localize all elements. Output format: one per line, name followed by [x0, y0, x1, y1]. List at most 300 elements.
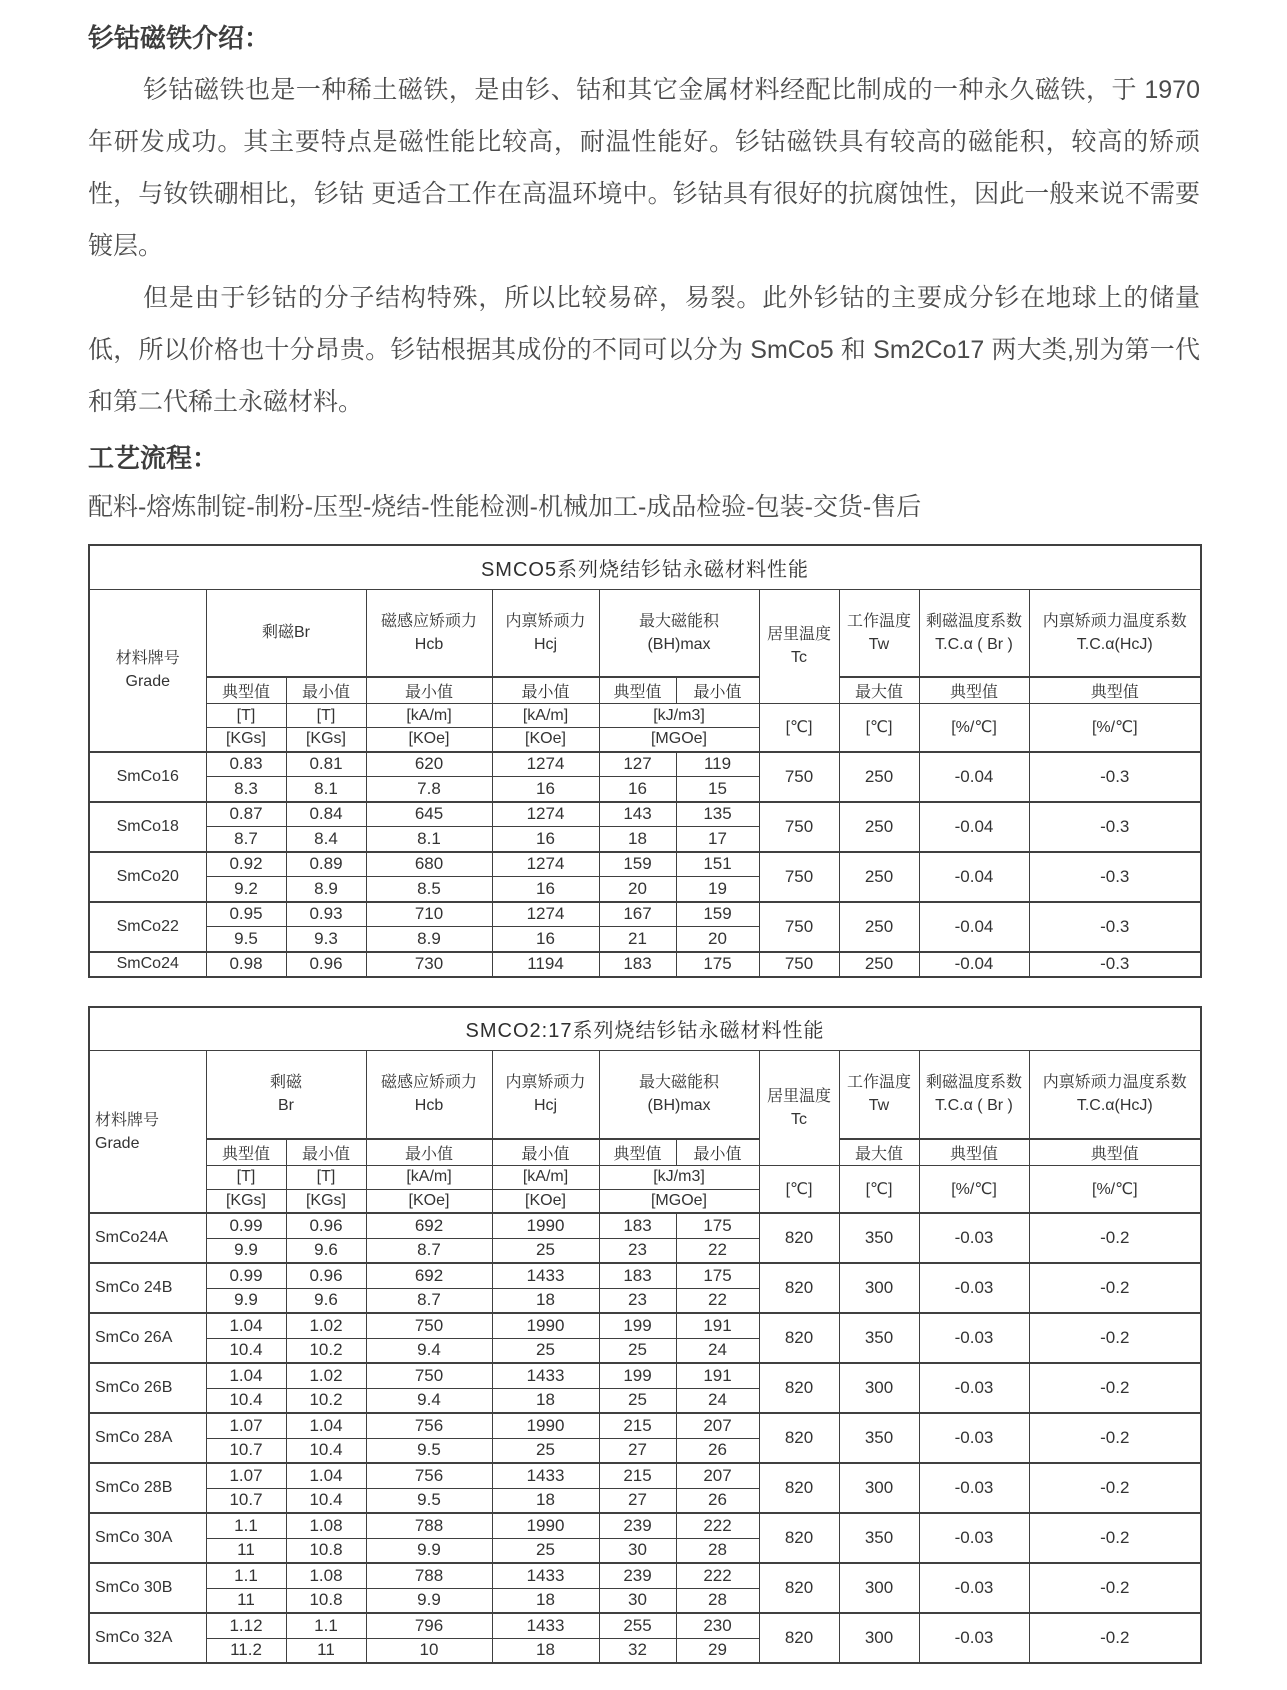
- intro-paragraph-1: 钐钴磁铁也是一种稀土磁铁，是由钐、钴和其它金属材料经配比制成的一种永久磁铁，于 1970 年研发成功。其主要特点是磁性能比较高，耐温性能好。钐钴磁铁具有较高的磁能积，较高的矫顽性，与钕铁硼相比，钐钴 更适合工作在高温环境中。钐钴具有很好的抗腐蚀性，因此一般来说不需要镀层。: [88, 76, 1200, 260]
- value-cell: 9.9: [366, 1538, 492, 1563]
- value-cell: 0.96: [286, 1263, 366, 1288]
- value-cell: 151: [676, 852, 759, 877]
- unit-cell: [%/℃]: [919, 704, 1029, 752]
- merged-value-cell: 350: [839, 1213, 919, 1263]
- value-cell: 215: [599, 1413, 676, 1438]
- merged-value-cell: -0.03: [919, 1463, 1029, 1513]
- col-header-tca-br: [919, 589, 1029, 677]
- value-cell: 1274: [492, 902, 599, 927]
- value-cell: 11: [286, 1638, 366, 1663]
- grade-cell: SmCo18: [89, 802, 206, 852]
- sub-header: 典型值: [206, 677, 286, 704]
- value-cell: 23: [599, 1238, 676, 1263]
- sub-header: 最小值: [492, 677, 599, 704]
- value-cell: 1.02: [286, 1313, 366, 1338]
- value-cell: 680: [366, 852, 492, 877]
- value-cell: 10.2: [286, 1338, 366, 1363]
- col-header-tca-hcj: [1029, 589, 1201, 677]
- value-cell: 175: [676, 952, 759, 977]
- header-row-main: [89, 1051, 1201, 1139]
- value-cell: 199: [599, 1313, 676, 1338]
- unit-cell: [MGOe]: [599, 1189, 759, 1213]
- unit-cell: [KOe]: [492, 728, 599, 752]
- sub-header: 最小值: [676, 677, 759, 704]
- value-cell: 10.2: [286, 1388, 366, 1413]
- value-cell: 9.5: [206, 927, 286, 952]
- merged-value-cell: -0.04: [919, 752, 1029, 802]
- value-cell: 8.4: [286, 827, 366, 852]
- merged-value-cell: 250: [839, 752, 919, 802]
- unit-cell: [KOe]: [366, 1189, 492, 1213]
- value-cell: 183: [599, 1213, 676, 1238]
- value-cell: 710: [366, 902, 492, 927]
- sub-header: 最大值: [839, 1139, 919, 1166]
- grade-label-en: Grade: [125, 673, 170, 690]
- unit-cell: [MGOe]: [599, 728, 759, 752]
- value-cell: 1274: [492, 852, 599, 877]
- value-cell: 692: [366, 1263, 492, 1288]
- tc-label-cn: 居里温度: [766, 626, 831, 644]
- merged-value-cell: 750: [759, 852, 839, 902]
- grade-row-si: [89, 1413, 1201, 1438]
- tchcj-label-cn: 内禀矫顽力温度系数: [1042, 1074, 1187, 1092]
- unit-cell: [KGs]: [286, 1189, 366, 1213]
- merged-value-cell: 820: [759, 1613, 839, 1663]
- value-cell: 8.3: [206, 777, 286, 802]
- value-cell: 30: [599, 1538, 676, 1563]
- value-cell: 183: [599, 1263, 676, 1288]
- grade-cell: SmCo24A: [89, 1213, 206, 1263]
- merged-value-cell: -0.04: [919, 952, 1029, 977]
- merged-value-cell: 820: [759, 1563, 839, 1613]
- header-row-sub: [89, 1139, 1201, 1166]
- merged-value-cell: 300: [839, 1363, 919, 1413]
- process-heading: 工艺流程：: [88, 443, 219, 473]
- value-cell: 16: [492, 927, 599, 952]
- merged-value-cell: -0.03: [919, 1563, 1029, 1613]
- value-cell: 22: [676, 1238, 759, 1263]
- value-cell: 20: [599, 877, 676, 902]
- grade-row-si: [89, 1363, 1201, 1388]
- sub-header: 最小值: [492, 1139, 599, 1166]
- value-cell: 239: [599, 1513, 676, 1538]
- value-cell: 255: [599, 1613, 676, 1638]
- value-cell: 8.9: [286, 877, 366, 902]
- bh-label-cn: 最大磁能积: [638, 612, 719, 630]
- header-row-main: [89, 589, 1201, 677]
- value-cell: 159: [599, 852, 676, 877]
- value-cell: 9.5: [366, 1438, 492, 1463]
- sub-header: 最大值: [839, 677, 919, 704]
- value-cell: 175: [676, 1213, 759, 1238]
- value-cell: 18: [492, 1638, 599, 1663]
- value-cell: 11.2: [206, 1638, 286, 1663]
- merged-value-cell: -0.3: [1029, 952, 1201, 977]
- br-label-en: Br: [278, 1097, 294, 1115]
- tw-label-en: Tw: [868, 1097, 890, 1115]
- unit-cell: [KGs]: [286, 728, 366, 752]
- value-cell: 0.93: [286, 902, 366, 927]
- sub-header: 典型值: [206, 1139, 286, 1166]
- value-cell: 143: [599, 802, 676, 827]
- merged-value-cell: -0.3: [1029, 752, 1201, 802]
- value-cell: 10.4: [286, 1438, 366, 1463]
- value-cell: 28: [676, 1588, 759, 1613]
- tw-label-en: Tw: [868, 635, 890, 653]
- grade-cell: SmCo24: [89, 952, 206, 977]
- grade-cell: SmCo 24B: [89, 1263, 206, 1313]
- merged-value-cell: -0.3: [1029, 852, 1201, 902]
- value-cell: 0.99: [206, 1213, 286, 1238]
- sub-header: 最小值: [676, 1139, 759, 1166]
- grade-cell: SmCo 26A: [89, 1313, 206, 1363]
- value-cell: 19: [676, 877, 759, 902]
- bh-label-en: (BH)max: [647, 635, 711, 653]
- value-cell: 9.4: [366, 1388, 492, 1413]
- value-cell: 10: [366, 1638, 492, 1663]
- tca-label-en: T.C.α ( Br ): [935, 1097, 1013, 1115]
- value-cell: 16: [492, 877, 599, 902]
- value-cell: 30: [599, 1588, 676, 1613]
- value-cell: 1.1: [286, 1613, 366, 1638]
- unit-cell: [kA/m]: [492, 704, 599, 728]
- value-cell: 1274: [492, 752, 599, 777]
- merged-value-cell: -0.2: [1029, 1463, 1201, 1513]
- hcb-label-en: Hcb: [414, 1097, 444, 1115]
- merged-value-cell: 350: [839, 1313, 919, 1363]
- table-title: SMCO2:17系列烧结钐钴永磁材料性能: [89, 1007, 1201, 1051]
- value-cell: 788: [366, 1563, 492, 1588]
- unit-cell: [kA/m]: [366, 704, 492, 728]
- merged-value-cell: 820: [759, 1313, 839, 1363]
- value-cell: 22: [676, 1288, 759, 1313]
- value-cell: 18: [599, 827, 676, 852]
- value-cell: 1274: [492, 802, 599, 827]
- merged-value-cell: 350: [839, 1413, 919, 1463]
- value-cell: 1.04: [286, 1413, 366, 1438]
- value-cell: 9.9: [206, 1288, 286, 1313]
- merged-value-cell: -0.2: [1029, 1513, 1201, 1563]
- grade-row-si: [89, 802, 1201, 827]
- col-header-tw: [839, 589, 919, 677]
- value-cell: 1.12: [206, 1613, 286, 1638]
- value-cell: 28: [676, 1538, 759, 1563]
- sub-header: 典型值: [599, 677, 676, 704]
- merged-value-cell: -0.3: [1029, 802, 1201, 852]
- grade-row-si: [89, 1463, 1201, 1488]
- value-cell: 9.4: [366, 1338, 492, 1363]
- unit-cell: [kA/m]: [366, 1165, 492, 1189]
- value-cell: 1.08: [286, 1563, 366, 1588]
- merged-value-cell: 250: [839, 952, 919, 977]
- value-cell: 9.3: [286, 927, 366, 952]
- value-cell: 222: [676, 1513, 759, 1538]
- intro-heading: 钐钴磁铁介绍：: [88, 23, 271, 53]
- value-cell: 10.7: [206, 1488, 286, 1513]
- grade-row-si: [89, 952, 1201, 977]
- col-header-hcb: [366, 589, 492, 677]
- merged-value-cell: -0.2: [1029, 1213, 1201, 1263]
- value-cell: 0.99: [206, 1263, 286, 1288]
- value-cell: 25: [599, 1338, 676, 1363]
- value-cell: 1194: [492, 952, 599, 977]
- value-cell: 230: [676, 1613, 759, 1638]
- smco5-performance-table: [88, 544, 1202, 978]
- value-cell: 1433: [492, 1613, 599, 1638]
- value-cell: 25: [492, 1238, 599, 1263]
- hcj-label-cn: 内禀矫顽力: [505, 612, 586, 630]
- value-cell: 25: [492, 1338, 599, 1363]
- value-cell: 1.04: [206, 1363, 286, 1388]
- grade-label-en: Grade: [95, 1134, 140, 1152]
- value-cell: 207: [676, 1413, 759, 1438]
- unit-cell: [%/℃]: [919, 1165, 1029, 1213]
- value-cell: 15: [676, 777, 759, 802]
- unit-cell: [KOe]: [492, 1189, 599, 1213]
- merged-value-cell: -0.04: [919, 902, 1029, 952]
- unit-cell: [℃]: [759, 704, 839, 752]
- merged-value-cell: -0.03: [919, 1413, 1029, 1463]
- value-cell: 23: [599, 1288, 676, 1313]
- value-cell: 8.7: [366, 1238, 492, 1263]
- merged-value-cell: 300: [839, 1563, 919, 1613]
- value-cell: 1.07: [206, 1413, 286, 1438]
- smco217-table-header: [89, 1007, 1201, 1214]
- col-header-br: [206, 1051, 366, 1139]
- grade-cell: SmCo 30B: [89, 1563, 206, 1613]
- value-cell: 620: [366, 752, 492, 777]
- header-row-units-si: [89, 1165, 1201, 1189]
- tca-label-cn: 剩磁温度系数: [925, 1074, 1022, 1092]
- value-cell: 7.8: [366, 777, 492, 802]
- value-cell: 1990: [492, 1413, 599, 1438]
- header-row-units-si: [89, 704, 1201, 728]
- merged-value-cell: 250: [839, 852, 919, 902]
- col-header-tc: [759, 1051, 839, 1166]
- value-cell: 10.8: [286, 1588, 366, 1613]
- merged-value-cell: 820: [759, 1463, 839, 1513]
- grade-row-si: [89, 1213, 1201, 1238]
- grade-row-si: [89, 1613, 1201, 1638]
- value-cell: 26: [676, 1488, 759, 1513]
- value-cell: 9.9: [206, 1238, 286, 1263]
- value-cell: 1433: [492, 1263, 599, 1288]
- value-cell: 18: [492, 1288, 599, 1313]
- merged-value-cell: 300: [839, 1263, 919, 1313]
- value-cell: 1433: [492, 1463, 599, 1488]
- value-cell: 0.98: [206, 952, 286, 977]
- merged-value-cell: 820: [759, 1513, 839, 1563]
- merged-value-cell: 300: [839, 1613, 919, 1663]
- merged-value-cell: 750: [759, 952, 839, 977]
- grade-row-si: [89, 1563, 1201, 1588]
- table-title-row: [89, 1007, 1201, 1051]
- sub-header: 最小值: [286, 1139, 366, 1166]
- sub-header: 最小值: [366, 677, 492, 704]
- tc-label-en: Tc: [791, 649, 807, 667]
- value-cell: 1.1: [206, 1563, 286, 1588]
- hcj-label-en: Hcj: [533, 1097, 558, 1115]
- sub-header: 典型值: [599, 1139, 676, 1166]
- value-cell: 8.7: [206, 827, 286, 852]
- value-cell: 9.6: [286, 1238, 366, 1263]
- value-cell: 1433: [492, 1563, 599, 1588]
- value-cell: 0.83: [206, 752, 286, 777]
- sub-header: 典型值: [919, 677, 1029, 704]
- value-cell: 167: [599, 902, 676, 927]
- unit-cell: [kA/m]: [492, 1165, 599, 1189]
- value-cell: 756: [366, 1463, 492, 1488]
- br-label-cn: 剩磁: [269, 1074, 302, 1092]
- value-cell: 788: [366, 1513, 492, 1538]
- unit-cell: [KGs]: [206, 1189, 286, 1213]
- sub-header: 典型值: [1029, 1139, 1201, 1166]
- merged-value-cell: -0.2: [1029, 1413, 1201, 1463]
- hcb-label-cn: 磁感应矫顽力: [380, 1074, 477, 1092]
- merged-value-cell: 300: [839, 1463, 919, 1513]
- hcb-label-cn: 磁感应矫顽力: [380, 612, 477, 630]
- header-row-sub: [89, 677, 1201, 704]
- merged-value-cell: 250: [839, 802, 919, 852]
- bh-label-en: (BH)max: [647, 1097, 711, 1115]
- value-cell: 0.92: [206, 852, 286, 877]
- value-cell: 29: [676, 1638, 759, 1663]
- value-cell: 750: [366, 1313, 492, 1338]
- merged-value-cell: 750: [759, 752, 839, 802]
- value-cell: 215: [599, 1463, 676, 1488]
- unit-cell: [%/℃]: [1029, 704, 1201, 752]
- merged-value-cell: 750: [759, 802, 839, 852]
- value-cell: 24: [676, 1338, 759, 1363]
- value-cell: 750: [366, 1363, 492, 1388]
- value-cell: 1433: [492, 1363, 599, 1388]
- hcj-label-en: Hcj: [533, 635, 558, 653]
- value-cell: 159: [676, 902, 759, 927]
- value-cell: 175: [676, 1263, 759, 1288]
- col-header-tc: [759, 589, 839, 704]
- grade-cell: SmCo20: [89, 852, 206, 902]
- value-cell: 199: [599, 1363, 676, 1388]
- value-cell: 9.5: [366, 1488, 492, 1513]
- merged-value-cell: -0.2: [1029, 1363, 1201, 1413]
- value-cell: 796: [366, 1613, 492, 1638]
- value-cell: 10.8: [286, 1538, 366, 1563]
- process-flow-text: 配料-熔炼制锭-制粉-压型-烧结-性能检测-机械加工-成品检验-包装-交货-售后: [88, 493, 922, 521]
- unit-cell: [T]: [286, 704, 366, 728]
- tchcj-label-en: T.C.α(HcJ): [1076, 1097, 1153, 1115]
- col-header-tca-hcj: [1029, 1051, 1201, 1139]
- grade-cell: SmCo 28A: [89, 1413, 206, 1463]
- tchcj-label-cn: 内禀矫顽力温度系数: [1042, 612, 1187, 630]
- grade-row-si: [89, 1313, 1201, 1338]
- value-cell: 8.1: [286, 777, 366, 802]
- merged-value-cell: 350: [839, 1513, 919, 1563]
- value-cell: 0.96: [286, 1213, 366, 1238]
- value-cell: 9.2: [206, 877, 286, 902]
- grade-cell: SmCo 32A: [89, 1613, 206, 1663]
- merged-value-cell: -0.2: [1029, 1563, 1201, 1613]
- value-cell: 1.04: [206, 1313, 286, 1338]
- value-cell: 645: [366, 802, 492, 827]
- unit-cell: [kJ/m3]: [599, 1165, 759, 1189]
- value-cell: 119: [676, 752, 759, 777]
- grade-row-si: [89, 1513, 1201, 1538]
- value-cell: 25: [599, 1388, 676, 1413]
- merged-value-cell: -0.03: [919, 1313, 1029, 1363]
- value-cell: 1.02: [286, 1363, 366, 1388]
- unit-cell: [KOe]: [366, 728, 492, 752]
- grade-cell: SmCo 26B: [89, 1363, 206, 1413]
- value-cell: 1990: [492, 1213, 599, 1238]
- value-cell: 0.87: [206, 802, 286, 827]
- table-title-row: [89, 545, 1201, 589]
- grade-cell: SmCo22: [89, 902, 206, 952]
- value-cell: 10.7: [206, 1438, 286, 1463]
- value-cell: 8.9: [366, 927, 492, 952]
- merged-value-cell: 250: [839, 902, 919, 952]
- value-cell: 18: [492, 1488, 599, 1513]
- value-cell: 27: [599, 1488, 676, 1513]
- grade-cell: SmCo 28B: [89, 1463, 206, 1513]
- value-cell: 24: [676, 1388, 759, 1413]
- unit-cell: [%/℃]: [1029, 1165, 1201, 1213]
- hcb-label-en: Hcb: [414, 635, 444, 653]
- col-header-bhmax: [599, 589, 759, 677]
- value-cell: 191: [676, 1363, 759, 1388]
- value-cell: 8.5: [366, 877, 492, 902]
- value-cell: 0.84: [286, 802, 366, 827]
- value-cell: 10.4: [286, 1488, 366, 1513]
- value-cell: 9.9: [366, 1588, 492, 1613]
- tw-label-cn: 工作温度: [846, 1074, 911, 1092]
- merged-value-cell: -0.03: [919, 1263, 1029, 1313]
- unit-cell: [T]: [206, 1165, 286, 1189]
- col-header-hcj: [492, 589, 599, 677]
- value-cell: 11: [206, 1538, 286, 1563]
- unit-cell: [T]: [206, 704, 286, 728]
- value-cell: 16: [492, 827, 599, 852]
- sub-header: 最小值: [286, 677, 366, 704]
- value-cell: 1.1: [206, 1513, 286, 1538]
- grade-row-si: [89, 1263, 1201, 1288]
- sub-header: 典型值: [1029, 677, 1201, 704]
- value-cell: 17: [676, 827, 759, 852]
- value-cell: 25: [492, 1538, 599, 1563]
- smco217-table-body: [89, 1213, 1201, 1663]
- grade-cell: SmCo16: [89, 752, 206, 802]
- unit-cell: [℃]: [759, 1165, 839, 1213]
- unit-cell: [kJ/m3]: [599, 704, 759, 728]
- unit-cell: [℃]: [839, 704, 919, 752]
- grade-label-cn: 材料牌号: [115, 650, 180, 667]
- value-cell: 0.81: [286, 752, 366, 777]
- value-cell: 222: [676, 1563, 759, 1588]
- value-cell: 18: [492, 1588, 599, 1613]
- value-cell: 27: [599, 1438, 676, 1463]
- value-cell: 0.95: [206, 902, 286, 927]
- col-header-hcb: [366, 1051, 492, 1139]
- value-cell: 21: [599, 927, 676, 952]
- value-cell: 692: [366, 1213, 492, 1238]
- value-cell: 8.1: [366, 827, 492, 852]
- value-cell: 191: [676, 1313, 759, 1338]
- value-cell: 1.04: [286, 1463, 366, 1488]
- col-header-tw: [839, 1051, 919, 1139]
- value-cell: 1.08: [286, 1513, 366, 1538]
- col-header-grade: [89, 589, 206, 752]
- tca-label-en: T.C.α ( Br ): [935, 635, 1013, 653]
- grade-cell: SmCo 30A: [89, 1513, 206, 1563]
